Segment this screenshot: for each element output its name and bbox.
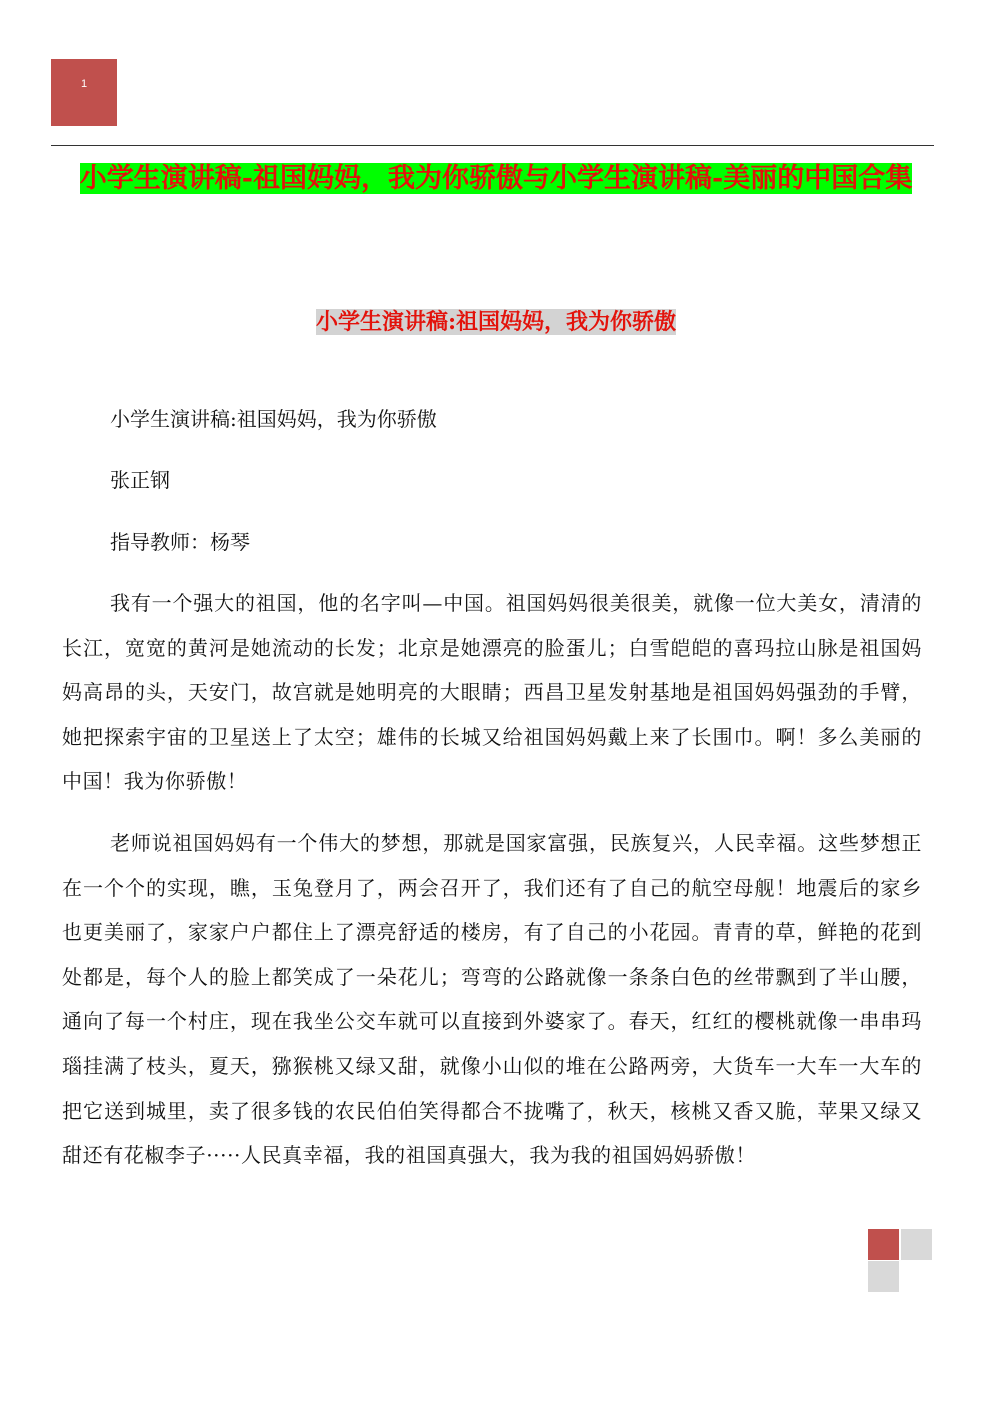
body-paragraph-2: 老师说祖国妈妈有一个伟大的梦想，那就是国家富强，民族复兴，人民幸福。这些梦想正在一个个的实现，瞧，玉兔登月了，两会召开了，我们还有了自己的航空母舰！地震后的家乡也更美丽了，家家户户都住上了漂亮舒适的楼房，有了自己的小花园。青青的草，鲜艳的花到处都是，每个人的脸上都笑成了一朵花儿；弯弯的公路就像一条条白色的丝带飘到了半山腰，通向了每一个村庄，现在我坐公交车就可以直接到外婆家了。春天，红红的樱桃就像一串串玛瑙挂满了枝头，夏天，猕猴桃又绿又甜，就像小山似的堆在公路两旁，大货车一大车一大车的把它送到城里，卖了很多钱的农民伯伯笑得都合不拢嘴了，秋天，核桃又香又脆，苹果又绿又甜还有花椒李子·····人民真幸福，我的祖国真强大，我为我的祖国妈妈骄傲！ (62, 831, 922, 1168)
section-title (60, 305, 932, 339)
teacher-line: 指导教师：杨琴 (110, 530, 250, 554)
page-number: 1 (80, 78, 88, 90)
document-title-text: 小学生演讲稿-祖国妈妈，我为你骄傲与小学生演讲稿-美丽的中国合集 (79, 163, 913, 194)
corner-decoration-red-square (868, 1229, 899, 1260)
speech-title: 小学生演讲稿:祖国妈妈，我为你骄傲 (110, 407, 437, 431)
section-title-text: 小学生演讲稿:祖国妈妈，我为你骄傲 (315, 309, 677, 335)
header-divider (51, 145, 934, 146)
corner-decoration-gray-square-right (901, 1229, 932, 1260)
document-title (60, 161, 932, 197)
author-name: 张正钢 (110, 468, 170, 492)
corner-decoration-gray-square-bottom (868, 1261, 899, 1292)
page-number-badge (51, 59, 117, 126)
body-paragraph-1: 我有一个强大的祖国，他的名字叫—中国。祖国妈妈很美很美，就像一位大美女，清清的长江，宽宽的黄河是她流动的长发；北京是她漂亮的脸蛋儿；白雪皑皑的喜玛拉山脉是祖国妈妈高昂的头，天安门，故宫就是她明亮的大眼睛；西昌卫星发射基地是祖国妈妈强劲的手臂，她把探索宇宙的卫星送上了太空；雄伟的长城又给祖国妈妈戴上来了长围巾。啊！多么美丽的中国！我为你骄傲！ (62, 591, 922, 794)
